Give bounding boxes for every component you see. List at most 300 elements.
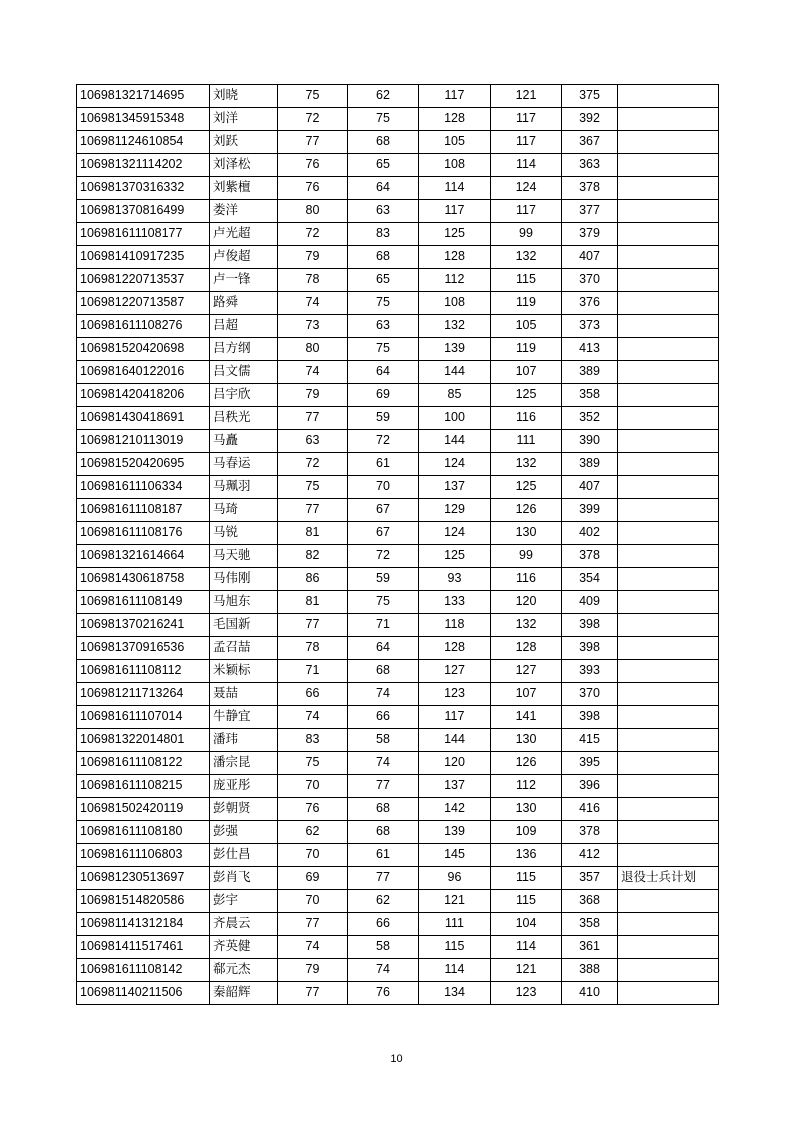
table-row: [77, 959, 719, 982]
candidate-name: 马伟刚: [210, 568, 278, 591]
remark: [618, 292, 719, 315]
score-4: 117: [491, 108, 562, 131]
score-3: 137: [419, 775, 491, 798]
total-score: 389: [562, 361, 618, 384]
score-4: 132: [491, 453, 562, 476]
score-4: 120: [491, 591, 562, 614]
score-2: 68: [348, 821, 419, 844]
score-4: 123: [491, 982, 562, 1005]
remark: [618, 752, 719, 775]
remark: [618, 568, 719, 591]
table-row: [77, 499, 719, 522]
score-4: 104: [491, 913, 562, 936]
table-row: [77, 430, 719, 453]
score-4: 109: [491, 821, 562, 844]
score-4: 125: [491, 476, 562, 499]
score-1: 77: [278, 982, 348, 1005]
score-4: 130: [491, 729, 562, 752]
remark: [618, 729, 719, 752]
candidate-id: 106981230513697: [77, 867, 210, 890]
score-1: 63: [278, 430, 348, 453]
score-4: 130: [491, 522, 562, 545]
score-2: 65: [348, 154, 419, 177]
score-3: 100: [419, 407, 491, 430]
score-2: 62: [348, 85, 419, 108]
candidate-id: 106981211713264: [77, 683, 210, 706]
score-2: 66: [348, 706, 419, 729]
candidate-name: 马春运: [210, 453, 278, 476]
score-4: 130: [491, 798, 562, 821]
total-score: 354: [562, 568, 618, 591]
total-score: 402: [562, 522, 618, 545]
candidate-id: 106981611108149: [77, 591, 210, 614]
score-3: 93: [419, 568, 491, 591]
remark: [618, 545, 719, 568]
score-4: 127: [491, 660, 562, 683]
page-number: 10: [390, 1053, 403, 1065]
candidate-id: 106981520420698: [77, 338, 210, 361]
score-4: 141: [491, 706, 562, 729]
total-score: 410: [562, 982, 618, 1005]
candidate-id: 106981411517461: [77, 936, 210, 959]
score-4: 121: [491, 85, 562, 108]
total-score: 352: [562, 407, 618, 430]
score-1: 74: [278, 706, 348, 729]
score-2: 75: [348, 338, 419, 361]
score-2: 59: [348, 407, 419, 430]
score-3: 125: [419, 223, 491, 246]
score-3: 128: [419, 108, 491, 131]
candidate-name: 吕秩光: [210, 407, 278, 430]
candidate-id: 106981611107014: [77, 706, 210, 729]
score-1: 80: [278, 200, 348, 223]
score-1: 66: [278, 683, 348, 706]
table-row: [77, 407, 719, 430]
table-row: [77, 982, 719, 1005]
score-3: 128: [419, 637, 491, 660]
table-row: [77, 591, 719, 614]
score-1: 80: [278, 338, 348, 361]
total-score: 399: [562, 499, 618, 522]
candidate-name: 牛静宜: [210, 706, 278, 729]
total-score: 407: [562, 476, 618, 499]
candidate-id: 106981141312184: [77, 913, 210, 936]
candidate-name: 娄洋: [210, 200, 278, 223]
score-2: 75: [348, 292, 419, 315]
total-score: 413: [562, 338, 618, 361]
score-1: 83: [278, 729, 348, 752]
table-row: [77, 338, 719, 361]
score-4: 119: [491, 338, 562, 361]
score-3: 118: [419, 614, 491, 637]
remark: [618, 637, 719, 660]
remark: [618, 361, 719, 384]
candidate-name: 马珮羽: [210, 476, 278, 499]
total-score: 370: [562, 269, 618, 292]
remark: [618, 246, 719, 269]
remark: [618, 154, 719, 177]
candidate-name: 吕宇欣: [210, 384, 278, 407]
table-row: [77, 453, 719, 476]
total-score: 375: [562, 85, 618, 108]
score-table-container: [76, 84, 718, 1005]
candidate-name: 马矗: [210, 430, 278, 453]
score-4: 114: [491, 154, 562, 177]
remark: [618, 522, 719, 545]
score-2: 74: [348, 959, 419, 982]
remark: [618, 177, 719, 200]
table-row: [77, 131, 719, 154]
score-4: 124: [491, 177, 562, 200]
score-1: 62: [278, 821, 348, 844]
candidate-id: 106981611108112: [77, 660, 210, 683]
total-score: 409: [562, 591, 618, 614]
total-score: 390: [562, 430, 618, 453]
score-4: 112: [491, 775, 562, 798]
candidate-name: 刘泽松: [210, 154, 278, 177]
score-1: 70: [278, 890, 348, 913]
total-score: 377: [562, 200, 618, 223]
table-row: [77, 292, 719, 315]
remark: [618, 683, 719, 706]
total-score: 396: [562, 775, 618, 798]
score-3: 144: [419, 361, 491, 384]
score-2: 63: [348, 200, 419, 223]
score-1: 69: [278, 867, 348, 890]
candidate-name: 马旭东: [210, 591, 278, 614]
score-1: 75: [278, 85, 348, 108]
candidate-name: 马天驰: [210, 545, 278, 568]
score-2: 58: [348, 936, 419, 959]
candidate-name: 聂喆: [210, 683, 278, 706]
table-row: [77, 154, 719, 177]
candidate-id: 106981140211506: [77, 982, 210, 1005]
candidate-id: 106981430418691: [77, 407, 210, 430]
score-2: 59: [348, 568, 419, 591]
remark: [618, 85, 719, 108]
remark: [618, 384, 719, 407]
score-2: 64: [348, 177, 419, 200]
candidate-name: 彭肖飞: [210, 867, 278, 890]
candidate-id: 106981124610854: [77, 131, 210, 154]
score-1: 81: [278, 591, 348, 614]
remark: [618, 200, 719, 223]
score-3: 137: [419, 476, 491, 499]
table-row: [77, 85, 719, 108]
score-4: 116: [491, 568, 562, 591]
score-1: 72: [278, 453, 348, 476]
candidate-name: 刘晓: [210, 85, 278, 108]
total-score: 379: [562, 223, 618, 246]
candidate-name: 潘玮: [210, 729, 278, 752]
score-1: 77: [278, 131, 348, 154]
remark: [618, 890, 719, 913]
total-score: 358: [562, 384, 618, 407]
score-2: 77: [348, 867, 419, 890]
table-row: [77, 568, 719, 591]
score-3: 111: [419, 913, 491, 936]
score-1: 73: [278, 315, 348, 338]
total-score: 398: [562, 614, 618, 637]
candidate-id: 106981640122016: [77, 361, 210, 384]
remark: 退役士兵计划: [618, 867, 719, 890]
candidate-id: 106981370916536: [77, 637, 210, 660]
score-3: 139: [419, 821, 491, 844]
candidate-id: 106981611106334: [77, 476, 210, 499]
candidate-id: 106981420418206: [77, 384, 210, 407]
candidate-name: 潘宗昆: [210, 752, 278, 775]
score-3: 144: [419, 430, 491, 453]
candidate-id: 106981321714695: [77, 85, 210, 108]
score-1: 74: [278, 936, 348, 959]
candidate-name: 吕文儒: [210, 361, 278, 384]
candidate-name: 孟召喆: [210, 637, 278, 660]
candidate-id: 106981611108122: [77, 752, 210, 775]
score-3: 108: [419, 292, 491, 315]
candidate-name: 彭朝贤: [210, 798, 278, 821]
score-4: 121: [491, 959, 562, 982]
score-3: 124: [419, 453, 491, 476]
candidate-id: 106981210113019: [77, 430, 210, 453]
score-1: 77: [278, 407, 348, 430]
remark: [618, 430, 719, 453]
candidate-name: 秦韶辉: [210, 982, 278, 1005]
score-4: 114: [491, 936, 562, 959]
score-1: 70: [278, 844, 348, 867]
candidate-id: 106981611108142: [77, 959, 210, 982]
score-4: 117: [491, 200, 562, 223]
table-row: [77, 614, 719, 637]
score-4: 128: [491, 637, 562, 660]
score-3: 125: [419, 545, 491, 568]
total-score: 368: [562, 890, 618, 913]
candidate-name: 齐英健: [210, 936, 278, 959]
table-row: [77, 706, 719, 729]
score-4: 116: [491, 407, 562, 430]
remark: [618, 453, 719, 476]
score-2: 65: [348, 269, 419, 292]
table-row: [77, 660, 719, 683]
candidate-name: 路舜: [210, 292, 278, 315]
score-2: 74: [348, 683, 419, 706]
remark: [618, 407, 719, 430]
score-1: 77: [278, 913, 348, 936]
table-row: [77, 476, 719, 499]
table-row: [77, 200, 719, 223]
score-3: 127: [419, 660, 491, 683]
score-1: 71: [278, 660, 348, 683]
score-3: 117: [419, 85, 491, 108]
score-3: 117: [419, 200, 491, 223]
score-4: 126: [491, 752, 562, 775]
candidate-id: 106981611108176: [77, 522, 210, 545]
candidate-id: 106981611108187: [77, 499, 210, 522]
candidate-name: 刘紫檀: [210, 177, 278, 200]
total-score: 393: [562, 660, 618, 683]
candidate-name: 吕方纲: [210, 338, 278, 361]
score-1: 76: [278, 154, 348, 177]
total-score: 370: [562, 683, 618, 706]
score-4: 117: [491, 131, 562, 154]
remark: [618, 982, 719, 1005]
candidate-id: 106981322014801: [77, 729, 210, 752]
candidate-name: 彭仕昌: [210, 844, 278, 867]
remark: [618, 660, 719, 683]
score-4: 107: [491, 361, 562, 384]
remark: [618, 913, 719, 936]
remark: [618, 844, 719, 867]
total-score: 415: [562, 729, 618, 752]
total-score: 398: [562, 637, 618, 660]
total-score: 416: [562, 798, 618, 821]
candidate-id: 106981520420695: [77, 453, 210, 476]
remark: [618, 269, 719, 292]
candidate-id: 106981345915348: [77, 108, 210, 131]
score-1: 79: [278, 384, 348, 407]
table-row: [77, 683, 719, 706]
candidate-id: 106981502420119: [77, 798, 210, 821]
candidate-name: 刘跃: [210, 131, 278, 154]
score-3: 128: [419, 246, 491, 269]
total-score: 398: [562, 706, 618, 729]
score-1: 72: [278, 223, 348, 246]
table-row: [77, 844, 719, 867]
candidate-id: 106981611108215: [77, 775, 210, 798]
table-row: [77, 890, 719, 913]
candidate-name: 马锐: [210, 522, 278, 545]
candidate-name: 齐晨云: [210, 913, 278, 936]
score-4: 126: [491, 499, 562, 522]
score-4: 132: [491, 614, 562, 637]
score-3: 105: [419, 131, 491, 154]
table-row: [77, 729, 719, 752]
score-3: 115: [419, 936, 491, 959]
candidate-id: 106981514820586: [77, 890, 210, 913]
candidate-name: 卢俊超: [210, 246, 278, 269]
score-2: 68: [348, 246, 419, 269]
score-4: 111: [491, 430, 562, 453]
score-1: 75: [278, 752, 348, 775]
total-score: 378: [562, 545, 618, 568]
candidate-name: 卢光超: [210, 223, 278, 246]
candidate-name: 卢一锋: [210, 269, 278, 292]
total-score: 357: [562, 867, 618, 890]
score-3: 142: [419, 798, 491, 821]
score-2: 74: [348, 752, 419, 775]
score-2: 63: [348, 315, 419, 338]
table-row: [77, 821, 719, 844]
candidate-name: 郗元杰: [210, 959, 278, 982]
score-1: 76: [278, 798, 348, 821]
table-row: [77, 775, 719, 798]
table-row: [77, 246, 719, 269]
remark: [618, 798, 719, 821]
score-2: 68: [348, 131, 419, 154]
total-score: 412: [562, 844, 618, 867]
remark: [618, 476, 719, 499]
score-1: 77: [278, 614, 348, 637]
total-score: 392: [562, 108, 618, 131]
total-score: 358: [562, 913, 618, 936]
candidate-id: 106981611108180: [77, 821, 210, 844]
score-2: 68: [348, 798, 419, 821]
score-3: 85: [419, 384, 491, 407]
score-3: 120: [419, 752, 491, 775]
table-row: [77, 798, 719, 821]
candidate-id: 106981430618758: [77, 568, 210, 591]
score-1: 78: [278, 269, 348, 292]
score-3: 123: [419, 683, 491, 706]
table-row: [77, 936, 719, 959]
score-2: 64: [348, 637, 419, 660]
candidate-id: 106981220713587: [77, 292, 210, 315]
score-2: 69: [348, 384, 419, 407]
score-4: 132: [491, 246, 562, 269]
score-3: 112: [419, 269, 491, 292]
score-1: 86: [278, 568, 348, 591]
total-score: 373: [562, 315, 618, 338]
candidate-name: 吕超: [210, 315, 278, 338]
table-row: [77, 545, 719, 568]
score-2: 62: [348, 890, 419, 913]
table-row: [77, 637, 719, 660]
table-row: [77, 913, 719, 936]
score-1: 74: [278, 292, 348, 315]
candidate-id: 106981370216241: [77, 614, 210, 637]
score-2: 72: [348, 545, 419, 568]
total-score: 378: [562, 177, 618, 200]
table-row: [77, 361, 719, 384]
score-1: 78: [278, 637, 348, 660]
score-4: 107: [491, 683, 562, 706]
score-2: 61: [348, 844, 419, 867]
score-1: 77: [278, 499, 348, 522]
candidate-id: 106981370316332: [77, 177, 210, 200]
score-2: 83: [348, 223, 419, 246]
table-row: [77, 752, 719, 775]
remark: [618, 108, 719, 131]
score-3: 133: [419, 591, 491, 614]
total-score: 378: [562, 821, 618, 844]
candidate-id: 106981220713537: [77, 269, 210, 292]
score-3: 132: [419, 315, 491, 338]
remark: [618, 591, 719, 614]
score-1: 75: [278, 476, 348, 499]
score-3: 124: [419, 522, 491, 545]
candidate-id: 106981410917235: [77, 246, 210, 269]
score-2: 70: [348, 476, 419, 499]
candidate-name: 米颖标: [210, 660, 278, 683]
remark: [618, 223, 719, 246]
score-4: 115: [491, 269, 562, 292]
table-row: [77, 315, 719, 338]
score-1: 79: [278, 246, 348, 269]
score-2: 66: [348, 913, 419, 936]
remark: [618, 614, 719, 637]
score-1: 74: [278, 361, 348, 384]
score-2: 77: [348, 775, 419, 798]
score-3: 121: [419, 890, 491, 913]
score-1: 72: [278, 108, 348, 131]
candidate-name: 彭宇: [210, 890, 278, 913]
score-4: 105: [491, 315, 562, 338]
candidate-id: 106981370816499: [77, 200, 210, 223]
score-3: 139: [419, 338, 491, 361]
total-score: 376: [562, 292, 618, 315]
table-row: [77, 269, 719, 292]
remark: [618, 821, 719, 844]
score-4: 125: [491, 384, 562, 407]
